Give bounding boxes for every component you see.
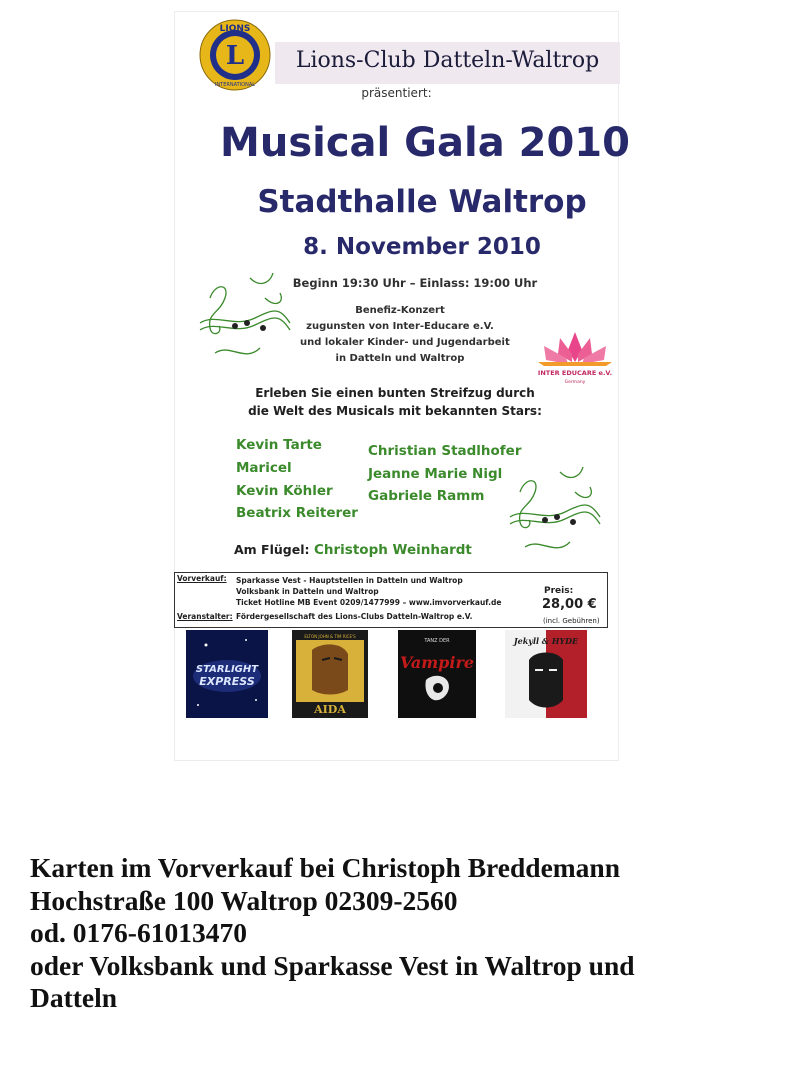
poster-title: Jekyll & HYDE (513, 636, 579, 646)
inter-educare-text: INTER EDUCARE e.V. (537, 369, 613, 377)
benefit-line: zugunsten von Inter-Educare e.V. (306, 321, 494, 332)
artist-name: Christian Stadlhofer (368, 443, 522, 459)
poster-jekyll-hyde (505, 630, 587, 718)
presale-notice-line: Hochstraße 100 Waltrop 02309-2560 (30, 884, 458, 916)
lions-logo (198, 18, 272, 92)
intro-line: Erleben Sie einen bunten Streifzug durch (255, 386, 535, 400)
organizer-label: Veranstalter: (177, 612, 233, 621)
price-label: Preis: (544, 586, 574, 596)
poster-title: Vampire (399, 653, 475, 672)
benefit-line: Benefiz-Konzert (355, 305, 445, 316)
presale-notice-line: Karten im Vorverkauf bei Christoph Breddemann (30, 852, 621, 883)
event-date: 8. November 2010 (303, 234, 541, 260)
artist-name: Gabriele Ramm (368, 488, 485, 504)
presale-notice (30, 852, 770, 1015)
presents-text: präsentiert: (361, 86, 432, 100)
artist-name: Maricel (236, 460, 292, 476)
intro-text (220, 384, 570, 420)
poster-top-text: TANZ DER (424, 638, 450, 644)
poster-title: STARLIGHT (195, 664, 259, 675)
poster-aida (292, 630, 368, 718)
inter-educare-logo (532, 328, 618, 388)
pianist-name: Christoph Weinhardt (314, 542, 472, 558)
price-value: 28,00 € (542, 597, 597, 612)
inter-educare-subtext: Germany (564, 380, 586, 385)
logo-subtext: INTERNATIONAL (214, 82, 256, 88)
benefit-line: und lokaler Kinder- und Jugendarbeit (300, 337, 510, 348)
presale-label: Vorverkauf: (177, 574, 227, 583)
artist-name: Kevin Köhler (236, 483, 333, 499)
event-times: Beginn 19:30 Uhr – Einlass: 19:00 Uhr (292, 276, 538, 290)
presale-line: Sparkasse Vest - Hauptstellen in Datteln und Waltrop (236, 576, 463, 585)
artist-name: Beatrix Reiterer (236, 505, 358, 521)
club-name: Lions-Club Datteln-Waltrop (295, 48, 600, 73)
poster-title: AIDA (314, 703, 346, 716)
event-venue: Stadthalle Waltrop (257, 184, 587, 220)
piano-label: Am Flügel: (234, 542, 310, 557)
benefit-info (300, 303, 510, 367)
presale-notice-line: od. 0176-61013470 (30, 917, 247, 948)
poster-title: EXPRESS (199, 675, 255, 688)
organizer-text: Fördergesellschaft des Lions-Clubs Datteln-Waltrop e.V. (236, 612, 473, 621)
price-note: (incl. Gebühren) (543, 617, 600, 625)
presale-line: Ticket Hotline MB Event 0209/1477999 – www.imvorverkauf.de (236, 598, 502, 607)
benefit-line: in Datteln und Waltrop (335, 353, 465, 364)
logo-text: LIONS (219, 24, 251, 34)
presale-notice-line: Datteln (30, 982, 118, 1013)
presale-notice-line: oder Volksbank und Sparkasse Vest in Waltrop und (30, 949, 635, 981)
poster-tanz-der-vampire (398, 630, 476, 718)
music-notes-decoration-right (505, 462, 605, 562)
presale-line: Volksbank in Datteln und Waltrop (236, 587, 379, 596)
poster-top-text: ELTON JOHN & TIM RICE'S (304, 634, 356, 639)
artist-name: Jeanne Marie Nigl (368, 466, 503, 482)
artist-name: Kevin Tarte (236, 437, 322, 453)
event-title: Musical Gala 2010 (220, 120, 630, 166)
music-notes-decoration-left (195, 268, 295, 368)
intro-line: die Welt des Musicals mit bekannten Stars: (248, 404, 542, 418)
poster-starlight-express (186, 630, 268, 718)
svg-text:L: L (225, 41, 245, 71)
